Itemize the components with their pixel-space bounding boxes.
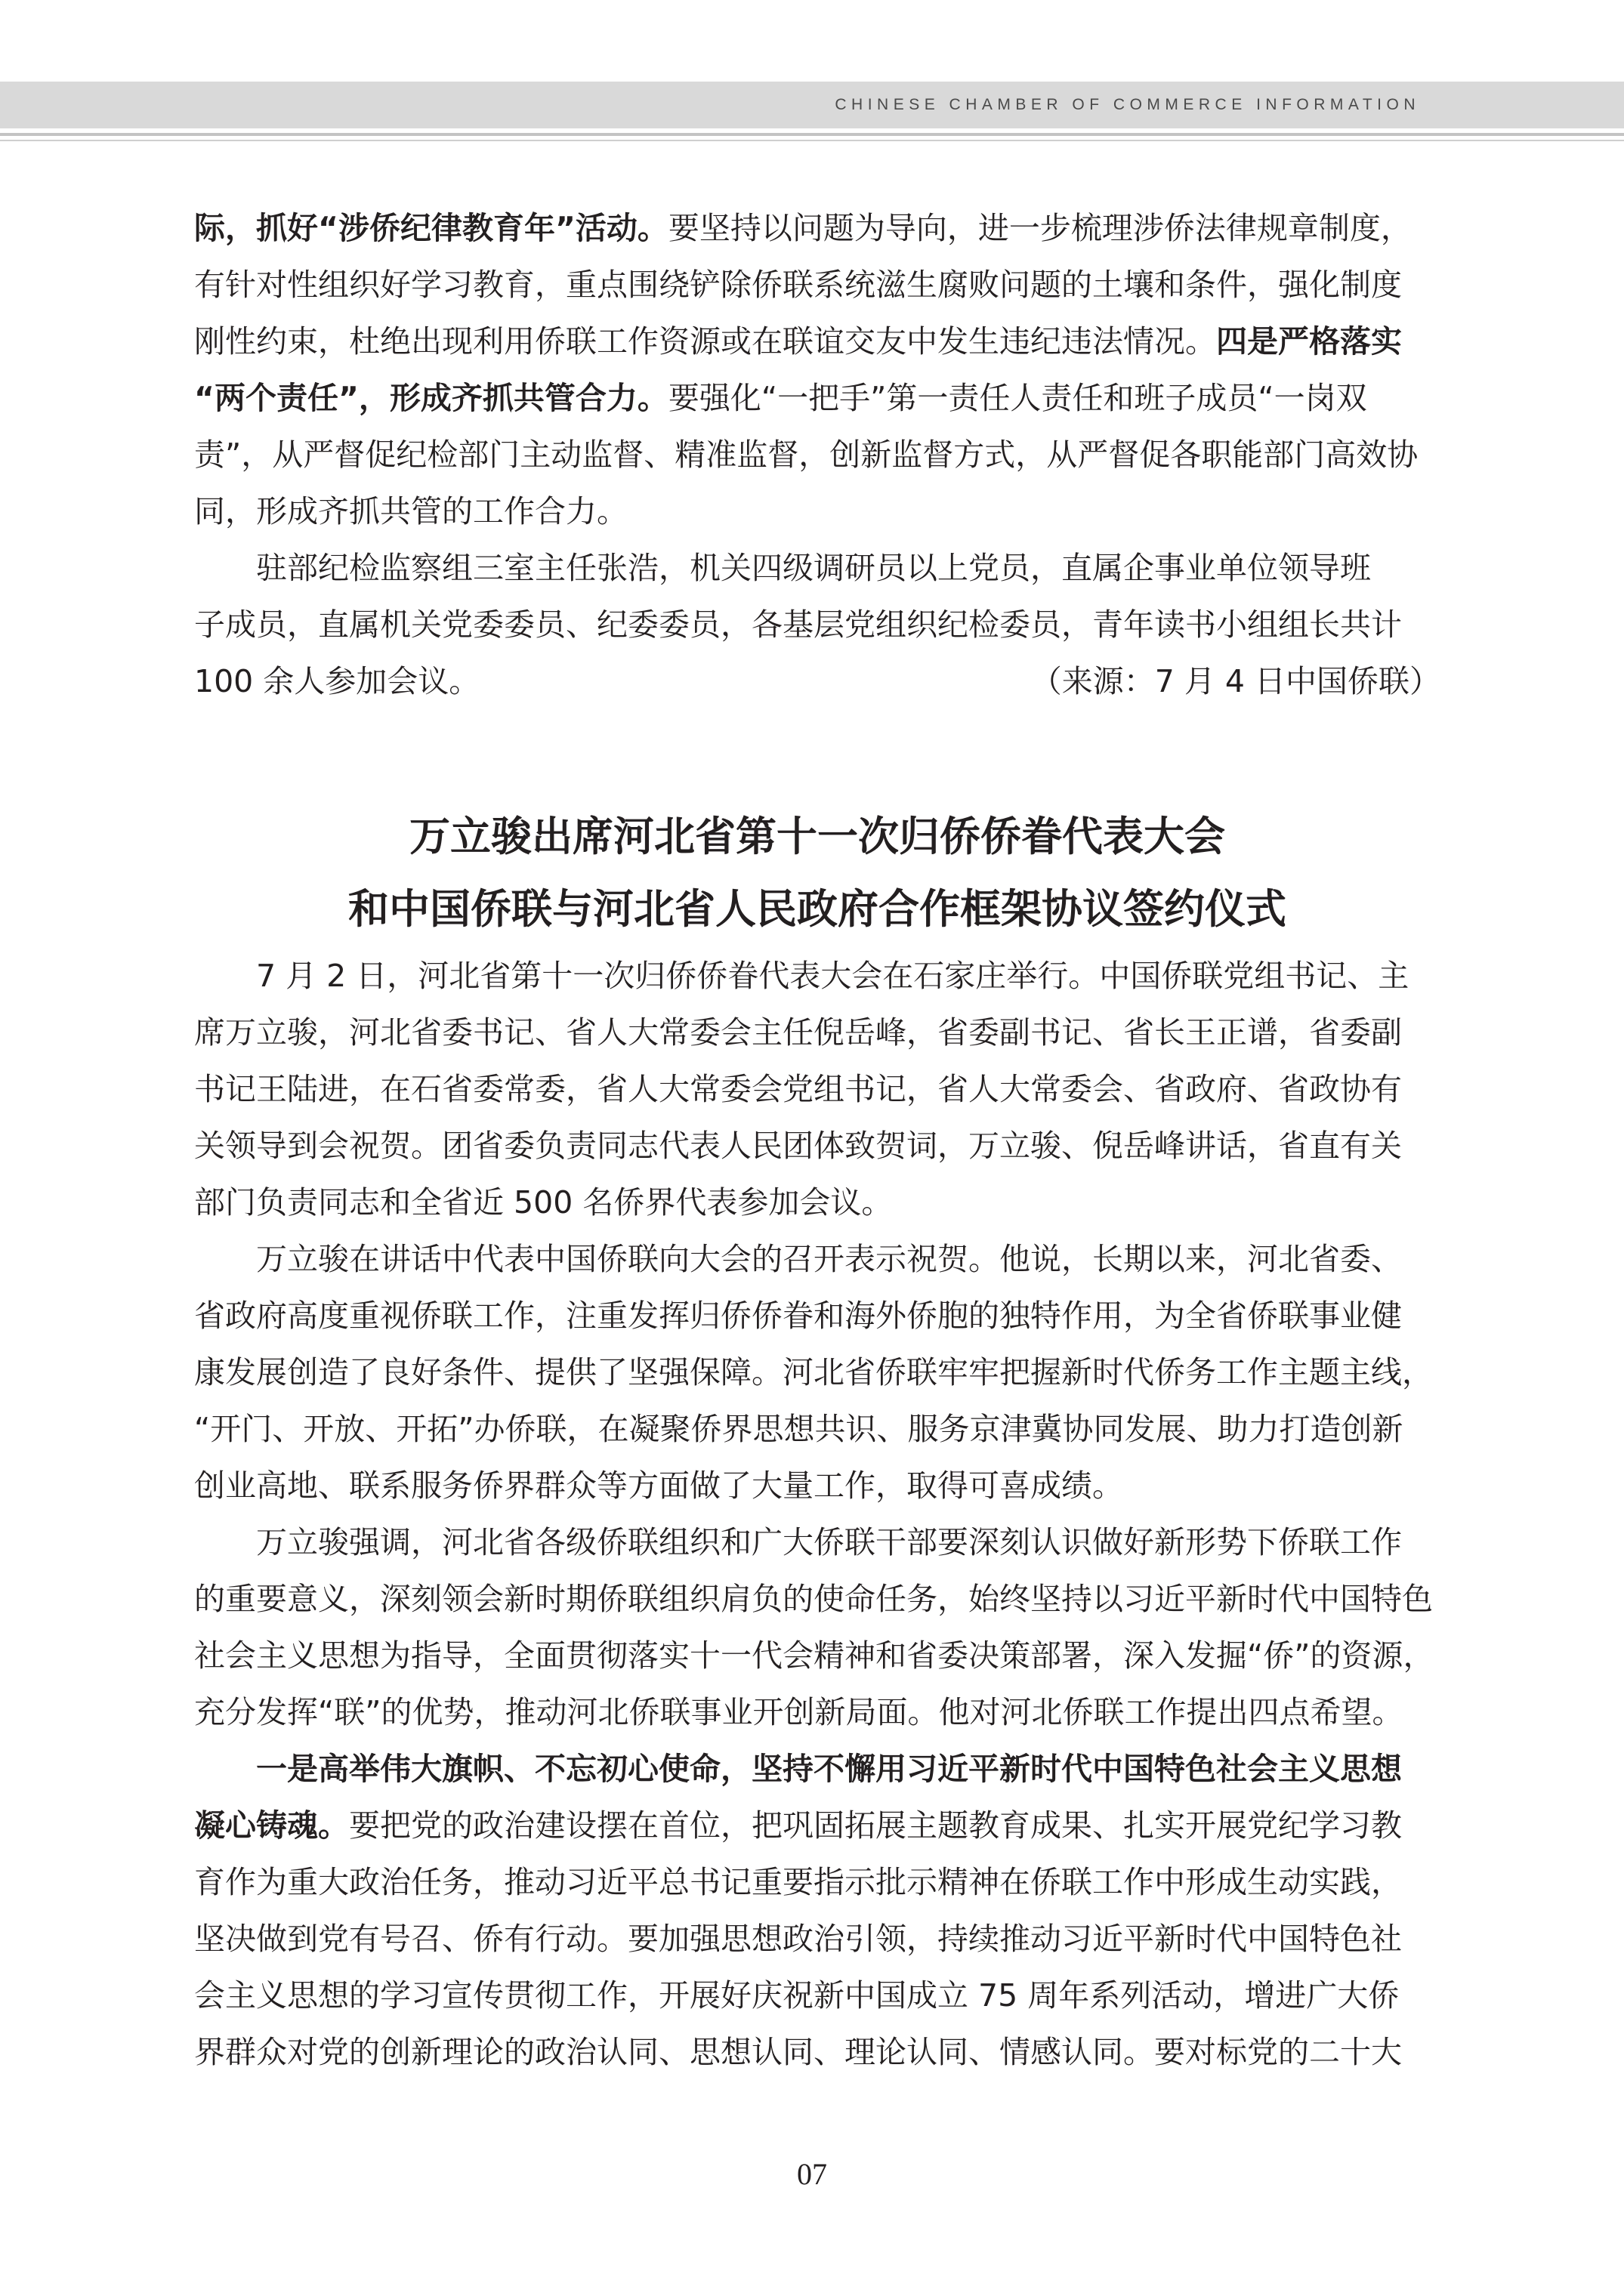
bold-lead: 凝心铸魂。 — [194, 1807, 349, 1844]
bold-lead: 际，抓好“涉侨纪律教育年”活动。 — [194, 210, 668, 246]
bold-lead: 四是严格落实 — [1216, 323, 1402, 360]
article-title: 万立骏出席河北省第十一次归侨侨眷代表大会 和中国侨联与河北省人民政府合作框架协议签约仪式 — [348, 813, 1286, 933]
continued-article — [194, 200, 1440, 710]
bold-lead: 一是高举伟大旗帜、不忘初心使命，坚持不懈用习近平新时代中国特色社会主义思想 — [256, 1751, 1402, 1787]
header-rule-thin — [0, 140, 1624, 141]
header-rule — [0, 133, 1624, 136]
paragraph: 一是高举伟大旗帜、不忘初心使命，坚持不懈用习近平新时代中国特色社会主义思想 凝心铸魂。要把党的政治建设摆在首位，把巩固拓展主题教育成果、扎实开展党纪学习教 育作为重大政治任务，推动习近平总书记重要指示批示精神在侨联工作中形成生动实践， 坚决做到党有号召、侨有行动。要加强思想政治引领，持续推动习近平新时代中国特色社 会主义思想的学习宣传贯彻工作，开展好庆祝新中国成立 75 周年系列活动，增进广大侨 界群众对党的创新理论的政治认同、思想认同、理论认同、情感认同。要对标党的二十大 — [194, 1751, 1402, 2070]
page-number: 07 — [797, 2157, 827, 2191]
paragraph: 7 月 2 日，河北省第十一次归侨侨眷代表大会在石家庄举行。中国侨联党组书记、主 席万立骏，河北省委书记、省人大常委会主任倪岳峰，省委副书记、省长王正谱，省委副 书记王陆进，在石省委常委，省人大常委会党组书记，省人大常委会、省政府、省政协有 关领导到会祝贺。团省委负责同志代表人民团体致贺词，万立骏、倪岳峰讲话，省直有关 部门负责同志和全省近 500 名侨界代表参加会议。 — [194, 958, 1409, 1221]
source-note: （来源：7 月 4 日中国侨联） — [1030, 663, 1440, 699]
article-body — [194, 948, 1440, 2081]
paragraph: 驻部纪检监察组三室主任张浩，机关四级调研员以上党员，直属企事业单位领导班 子成员，直属机关党委委员、纪委委员，各基层党组织纪检委员，青年读书小组组长共计 100 余人参加会议。 — [194, 550, 1402, 699]
bold-lead: “两个责任”，形成齐抓共管合力。 — [194, 380, 668, 416]
running-title: CHINESE CHAMBER OF COMMERCE INFORMATION — [835, 96, 1420, 113]
paragraph: 际，抓好“涉侨纪律教育年”活动。要坚持以问题为导向，进一步梳理涉侨法律规章制度， 有针对性组织好学习教育，重点围绕铲除侨联系统滋生腐败问题的土壤和条件，强化制度 刚性约束，杜绝出现利用侨联工作资源或在联谊交友中发生违纪违法情况。四是严格落实 “两个责任”，形成齐抓共管合力。要强化“一把手”第一责任人责任和班子成员“一岗双 责”，从严督促纪检部门主动监督、精准监督，创新监督方式，从严督促各职能部门高效协 同，形成齐抓共管的工作合力。 — [194, 210, 1419, 529]
paragraph: 万立骏强调，河北省各级侨联组织和广大侨联干部要深刻认识做好新形势下侨联工作 的重要意义，深刻领会新时期侨联组织肩负的使命任务，始终坚持以习近平新时代中国特色 社会主义思想为指导，全面贯彻落实十一代会精神和省委决策部署，深入发掘“侨”的资源， 充分发挥“联”的优势，推动河北侨联事业开创新局面。他对河北侨联工作提出四点希望。 — [194, 1524, 1434, 1730]
paragraph: 万立骏在讲话中代表中国侨联向大会的召开表示祝贺。他说，长期以来，河北省委、 省政府高度重视侨联工作，注重发挥归侨侨眷和海外侨胞的独特作用，为全省侨联事业健 康发展创造了良好条件、提供了坚强保障。河北省侨联牢牢把握新时代侨务工作主题主线， “开门、开放、开拓”办侨联，在凝聚侨界思想共识、服务京津冀协同发展、助力打造创新 创业高地、联系服务侨界群众等方面做了大量工作，取得可喜成绩。 — [194, 1241, 1433, 1504]
